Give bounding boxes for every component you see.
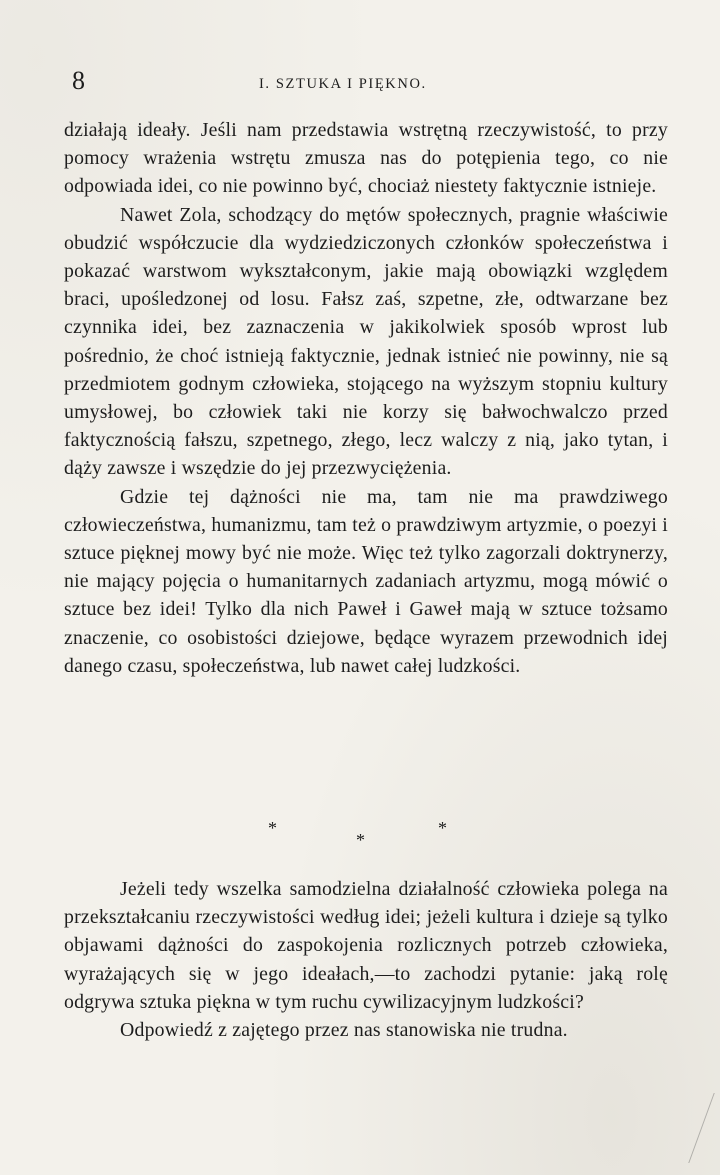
paragraph-4: Jeżeli tedy wszelka samodzielna działalność człowieka polega na przekształcaniu rzeczywistości według idei; jeżeli kultura i dzieje są tylko objawami dążności do zaspokojenia rozlicznych potrzeb człowieka, wyrażających się w jego ideałach,—to zachodzi pytanie: jaką rolę odgrywa sztuka piękna w tym ruchu cywilizacyjnym ludzkości? bbox=[64, 878, 668, 1013]
scan-artifact-line bbox=[648, 1093, 714, 1163]
section-separator bbox=[0, 818, 720, 858]
paragraph-1: działają ideały. Jeśli nam przedstawia wstrętną rzeczywistość, to przy pomocy wrażenia wstrętu zmusza nas do potępienia tego, co nie odpowiada idei, co nie powinno być, chociaż niestety faktycznie istnieje. bbox=[64, 119, 668, 198]
running-title: I. SZTUKA I PIĘKNO. bbox=[259, 76, 427, 92]
separator-asterisk-center: * bbox=[356, 830, 365, 850]
paragraph-3: Gdzie tej dążności nie ma, tam nie ma prawdziwego człowieczeństwa, humanizmu, tam też o prawdziwym artyzmie, o poezyi i sztuce pięknej mowy być nie może. Więc też tylko zagorzali doktrynerzy, nie mający pojęcia o humanitarnych zadaniach artyzmu, mogą mówić o sztuce bez idei! Tylko dla nich Paweł i Gaweł mają w sztuce tożsamo znaczenie, co osobistości dziejowe, będące wyrazem przewodnich idej danego czasu, społeczeństwa, lub nawet całej ludzkości. bbox=[64, 485, 668, 677]
page-header bbox=[64, 66, 664, 106]
paragraph-5: Odpowiedź z zajętego przez nas stanowiska nie trudna. bbox=[120, 1019, 568, 1042]
main-text-block bbox=[64, 116, 668, 680]
page-number: 8 bbox=[72, 66, 85, 95]
second-section-text-block bbox=[64, 875, 668, 1044]
separator-asterisk-left: * bbox=[268, 818, 277, 838]
paragraph-2: Nawet Zola, schodzący do mętów społecznych, pragnie właściwie obudzić współczucie dla wydziedziczonych członków społeczeństwa i pokazać warstwom wykształconym, jakie mają obowiązki względem braci, upośledzonej od losu. Fałsz zaś, szpetne, złe, odtwarzane bez czynnika idei, bez zaznaczenia w jakikolwiek sposób wprost lub pośrednio, że choć istnieją faktycznie, jednak istnieć nie powinny, nie są przedmiotem godnym człowieka, stojącego na wyższym stopniu kultury umysłowej, bo człowiek taki nie korzy się bałwochwalczo przed faktycznością fałszu, szpetnego, złego, lecz walczy z nią, jako tytan, i dąży zawsze i wszędzie do jej przezwyciężenia. bbox=[64, 203, 668, 480]
separator-asterisk-right: * bbox=[438, 818, 447, 838]
